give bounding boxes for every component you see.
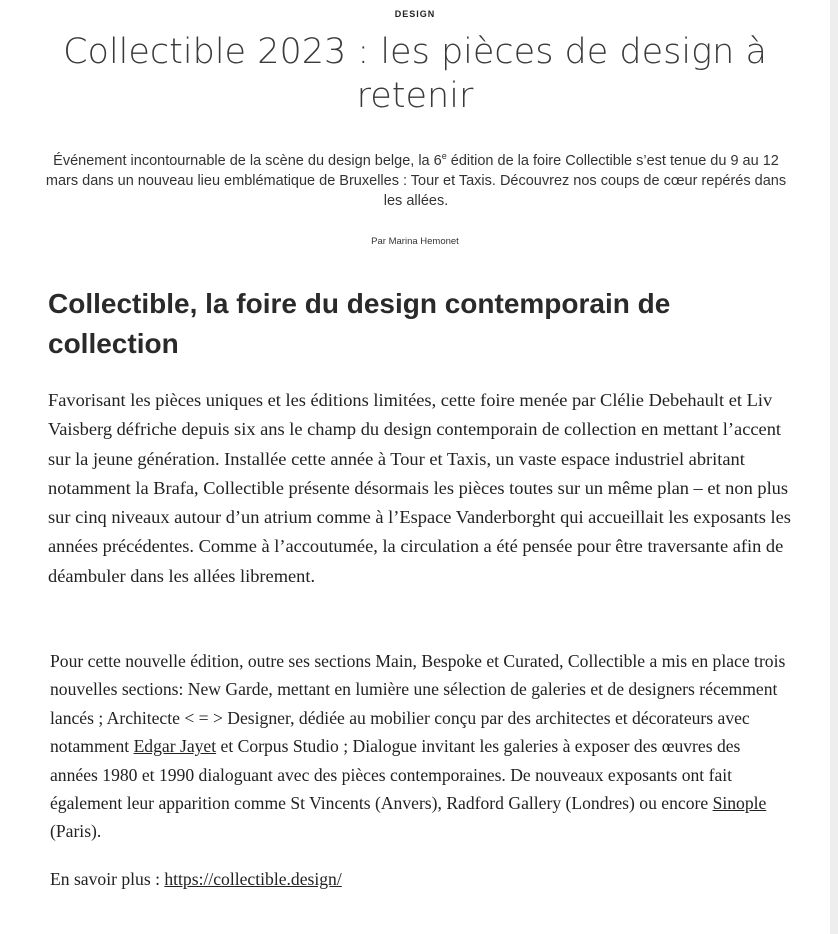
subtitle-superscript: e [441,151,447,161]
author-byline: Par Marina Hemonet [371,236,459,247]
paragraph-2-text-1: Pour cette nouvelle édition, outre ses sections Main, Bespoke et Curated, Collectible a mis en place trois nouvelles sections: New Garde, mettant en lumière une sélection de galeries et de designers récemment lancés ; Architecte < = > Designer, dédiée au mobilier conçu par des architectes et décorateurs avec notamment [50,651,786,757]
body-paragraph-1: Favorisant les pièces uniques et les éditions limitées, cette foire menée par Clélie Debehault et Liv Vaisberg défriche depuis six ans le champ du design contemporain de collection en mettant l’accent sur la jeune génération. Installée cette année à Tour et Taxis, un vaste espace industriel abritant notamment la Brafa, Collectible présente désormais les pièces toutes sur un même plan – et non plus sur cinq niveaux autour d’un atrium comme à l’Espace Vanderborght qui accueillait les exposants les années précédentes. Comme à l’accoutumée, la circulation a été pensée pour être traversante afin de déambuler dans les allées librement. [48,390,791,586]
paragraph-2-text-2: et Corpus Studio ; Dialogue invitant les galeries à exposer des œuvres des années 1980 et 1990 dialoguant avec des pièces contemporaines. De nouveaux exposants ont fait également leur apparition comme St Vincents (Anvers), Radford Gallery (Londres) ou encore [50,736,741,814]
paragraph-2-text-3: (Paris). [50,821,102,842]
category-label: DESIGN [394,9,436,19]
article-subtitle [38,146,794,211]
subtitle-text-1: Événement incontournable de la scène du design belge, la 6 [53,152,442,169]
scrollbar[interactable] [830,0,838,934]
section-heading: Collectible, la foire du design contemporain de collection [48,288,671,359]
collectible-website-link[interactable]: https://collectible.design/ [164,869,342,889]
article-title: Collectible 2023 : les pièces de design à retenir [63,32,767,116]
body-paragraph-2 [50,647,790,846]
sinople-link[interactable]: Sinople [712,793,767,814]
learn-more-label: En savoir plus : [50,869,165,889]
edgar-jayet-link[interactable]: Edgar Jayet [133,736,217,757]
body-paragraph-3 [50,865,790,893]
subtitle-text-2: édition de la foire Collectible s’est tenue du 9 au 12 mars dans un nouveau lieu emblématique de Bruxelles : Tour et Taxis. Découvrez nos coups de cœur repérés dans les allées. [45,152,787,209]
